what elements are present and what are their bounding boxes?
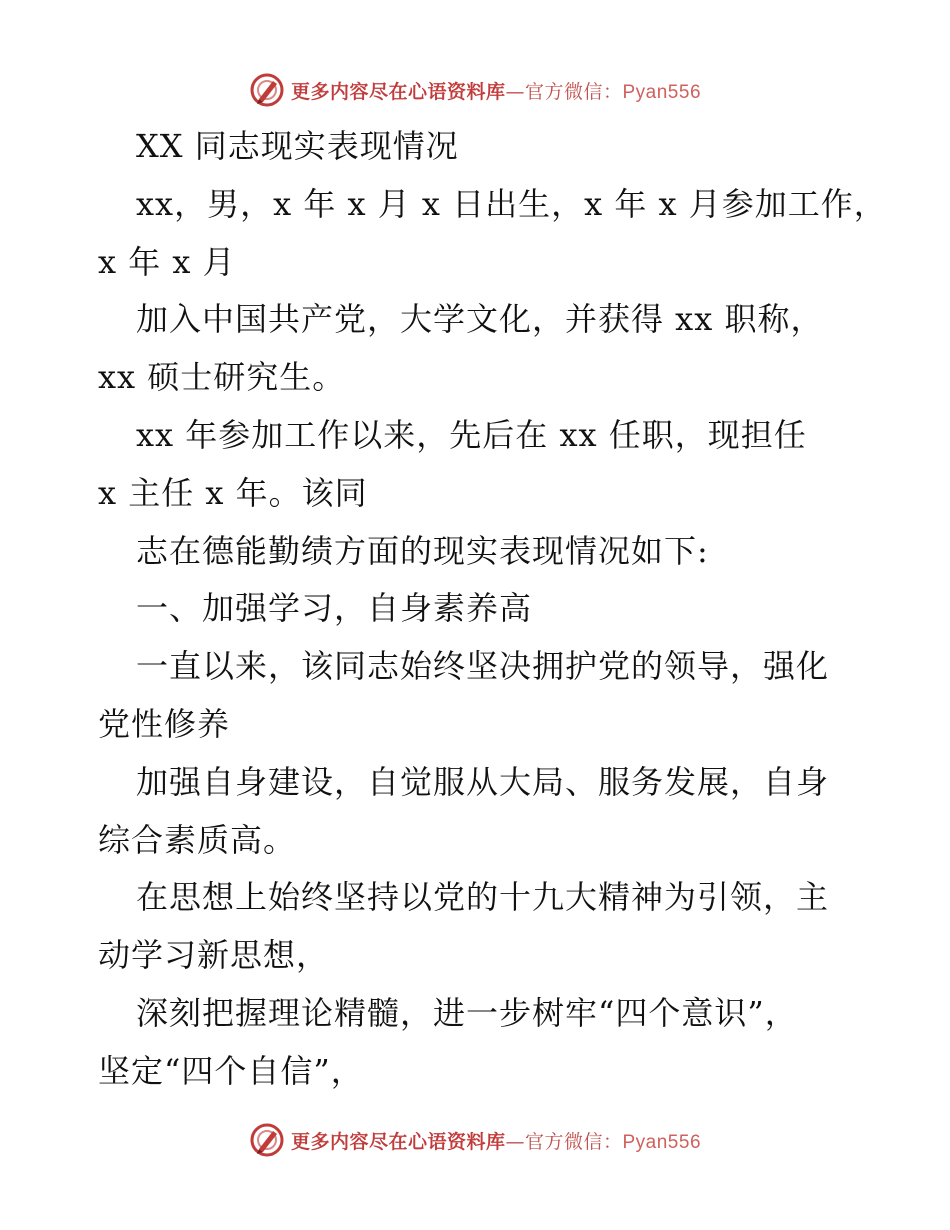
paragraph-line: xx 硕士研究生。 [98,358,346,397]
paragraph-line: 在思想上始终坚持以党的十九大精神为引领，主 [136,878,830,917]
paragraph-line: 综合素质高。 [98,820,297,859]
paragraph-line: 坚定“四个自信”， [98,1051,364,1090]
paragraph-line: xx，男，x 年 x 月 x 日出生，x 年 x 月参加工作， [136,184,887,223]
header-banner-text [291,77,701,104]
pen-nib-logo-icon [249,1122,285,1158]
paragraph-line: 党性修养 [98,704,231,743]
footer-banner[interactable] [0,1120,950,1160]
paragraph-line: 志在德能勤绩方面的现实表现情况如下: [136,531,709,570]
paragraph-line: 深刻把握理论精髓，进一步树牢“四个意识”， [136,993,798,1032]
footer-banner-title: 更多内容尽在心语资料库 [290,1130,506,1153]
footer-banner-wechat-handle: Pyan556 [622,1131,702,1153]
paragraph-line: 动学习新思想， [98,936,330,975]
section-heading: 一、加强学习，自身素养高 [136,589,533,628]
header-banner-wechat-handle: Pyan556 [622,81,702,103]
paragraph-line: 加入中国共产党，大学文化，并获得 xx 职称， [136,300,824,339]
footer-banner-wechat-label: 官方微信： [524,1130,623,1153]
paragraph-line: 加强自身建设，自觉服从大局、服务发展，自身 [136,762,830,801]
document-title: XX 同志现实表现情况 [136,127,459,165]
header-banner-dash: — [505,80,525,103]
pen-nib-logo-icon [249,72,285,108]
header-banner-title: 更多内容尽在心语资料库 [290,80,506,103]
document-body [98,118,887,1101]
paragraph-line: x 年 x 月 [98,242,236,281]
paragraph-line: x 主任 x 年。该同 [98,473,368,512]
paragraph-line: xx 年参加工作以来，先后在 xx 任职，现担任 [136,415,807,454]
paragraph-line: 一直以来，该同志始终坚决拥护党的领导，强化 [136,647,830,686]
footer-banner-dash: — [505,1130,525,1153]
footer-banner-text [291,1127,701,1154]
header-banner-wechat-label: 官方微信： [524,80,623,103]
header-banner[interactable] [0,70,950,110]
